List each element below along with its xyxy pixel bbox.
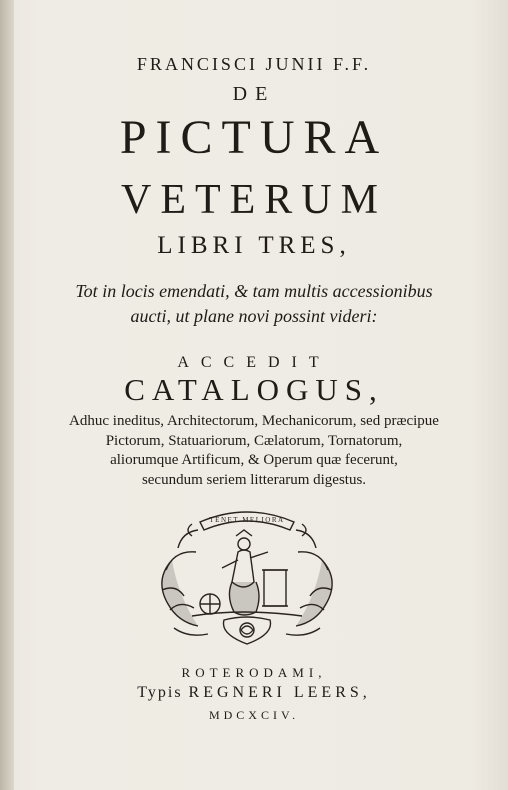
subtitle-line-1: Tot in locis emendati, & tam multis accessionibus — [75, 281, 433, 301]
vignette-motto: TENET MELIORA — [209, 516, 285, 524]
author-line: FRANCISCI JUNII F.F. — [136, 54, 372, 74]
subtitle-line-2: aucti, ut plane novi possint videri: — [130, 306, 378, 326]
description-line-3: aliorumque Artificum, & Operum quæ fecerunt, — [110, 452, 398, 468]
printers-device-vignette — [152, 500, 342, 650]
title-word-pictura: PICTURA — [119, 111, 389, 164]
place-line: ROTERODAMI, — [181, 665, 327, 680]
preposition-line: DE — [232, 83, 276, 105]
description-line-2: Pictorum, Statuariorum, Cælatorum, Tornatorum, — [105, 433, 403, 449]
title-word-veterum: VETERUM — [121, 177, 387, 223]
catalogus-line: CATALOGUS, — [124, 372, 384, 407]
description-line-4: secundum seriem litterarum digestus. — [141, 472, 367, 488]
books-line: LIBRI TRES, — [157, 232, 351, 259]
printer-line — [0, 684, 508, 702]
printer-name: REGNERI LEERS, — [188, 684, 371, 701]
accedit-line: ACCEDIT — [177, 354, 331, 371]
year-line: MDCXCIV. — [208, 708, 300, 722]
description-line-1: Adhuc ineditus, Architectorum, Mechanicorum, sed præcipue — [69, 413, 439, 429]
printer-prefix: Typis — [137, 684, 183, 701]
